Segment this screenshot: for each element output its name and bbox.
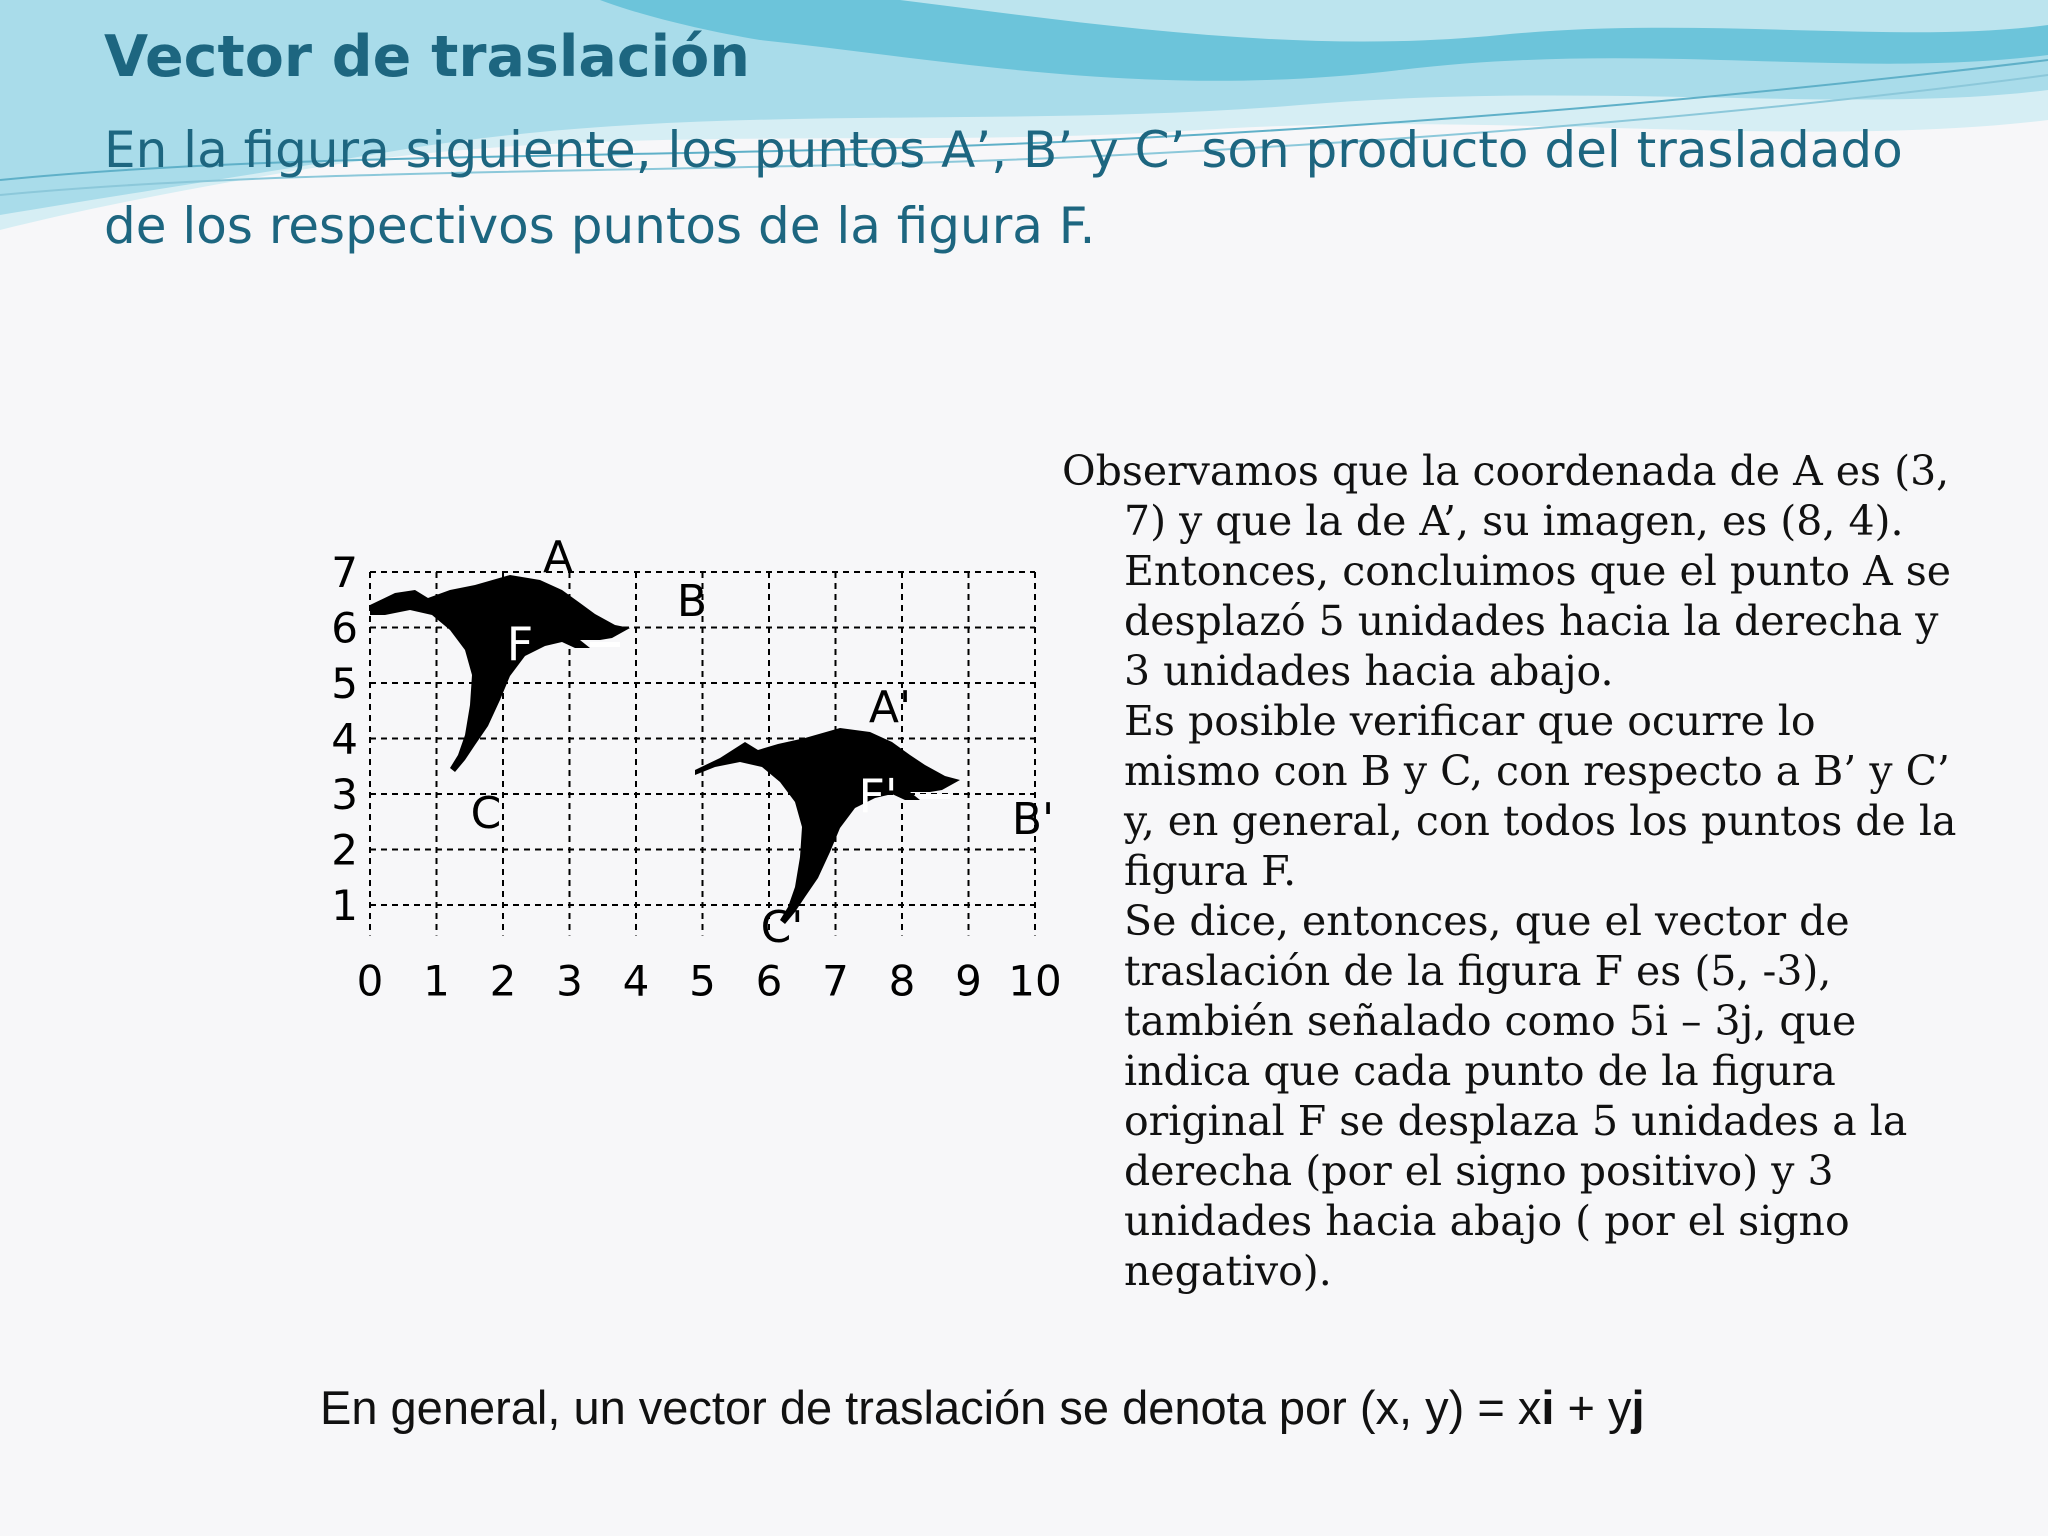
translation-figure — [300, 510, 1070, 1030]
slide-subtitle: En la figura siguiente, los puntos A’, B’ y C’ son producto del trasladado de los respectivos puntos de la figura F. — [104, 121, 1903, 255]
shape-f-hole — [590, 642, 620, 647]
footer-formula — [320, 1380, 1645, 1435]
y-tick-label: 7 — [331, 548, 358, 597]
label-c-prime: C' — [760, 902, 804, 953]
footer-plus: + y — [1554, 1381, 1632, 1434]
y-tick-label: 4 — [331, 714, 358, 764]
x-tick-label: 10 — [1008, 956, 1062, 1006]
y-tick-label: 5 — [331, 659, 358, 708]
x-tick-label: 0 — [356, 956, 384, 1006]
x-tick-label: 7 — [822, 956, 849, 1006]
x-tick-label: 4 — [622, 956, 650, 1006]
x-tick-label: 6 — [755, 956, 783, 1006]
footer-text: En general, un vector de traslación se denota por (x, y) = x — [320, 1381, 1542, 1434]
shape-f-prime-hole — [920, 794, 950, 799]
explanation-paragraph-3: Se dice, entonces, que el vector de traslación de la figura F es (5, -3), también señalado como 5i – 3j, que indica que cada punto de la figura original F se desplaza 5 unidades a la derecha (por el signo positivo) y 3 unidades hacia abajo ( por el signo negativo). — [1124, 897, 1908, 1295]
shape-f-prime — [695, 728, 960, 924]
y-axis-ticks — [331, 548, 358, 930]
y-tick-label: 3 — [331, 770, 358, 819]
label-a-prime: A' — [868, 682, 912, 733]
x-tick-label: 3 — [556, 956, 583, 1006]
explanation-paragraph-1: Observamos que la coordenada de A es (3, 7) y que la de A’, su imagen, es (8, 4). Entonces, concluimos que el punto A se desplazó 5 unidades hacia la derecha y 3 unidades hacia abajo. — [1062, 447, 1952, 695]
x-tick-label: 2 — [489, 956, 517, 1006]
footer-i: i — [1541, 1381, 1555, 1434]
label-b: B — [676, 576, 708, 627]
x-tick-label: 8 — [888, 956, 916, 1006]
label-f-prime: F' — [858, 769, 898, 823]
footer-j: j — [1631, 1381, 1645, 1434]
label-f: F — [506, 617, 534, 671]
y-tick-label: 2 — [331, 825, 358, 875]
x-axis-ticks — [357, 957, 1062, 1006]
slide-title: Vector de traslación — [104, 24, 750, 90]
x-tick-label: 1 — [423, 956, 450, 1006]
explanation-text — [1062, 446, 1962, 1296]
label-b-prime: B' — [1011, 794, 1055, 845]
label-c: C — [470, 788, 502, 839]
y-tick-label: 1 — [331, 881, 358, 930]
label-a: A — [542, 532, 574, 583]
x-tick-label: 5 — [689, 956, 716, 1006]
explanation-paragraph-2: Es posible verificar que ocurre lo mismo con B y C, con respecto a B’ y C’ y, en general, con todos los puntos de la figura F. — [1124, 697, 1957, 895]
x-tick-label: 9 — [955, 956, 982, 1006]
shape-f — [370, 575, 630, 772]
y-tick-label: 6 — [331, 603, 358, 653]
